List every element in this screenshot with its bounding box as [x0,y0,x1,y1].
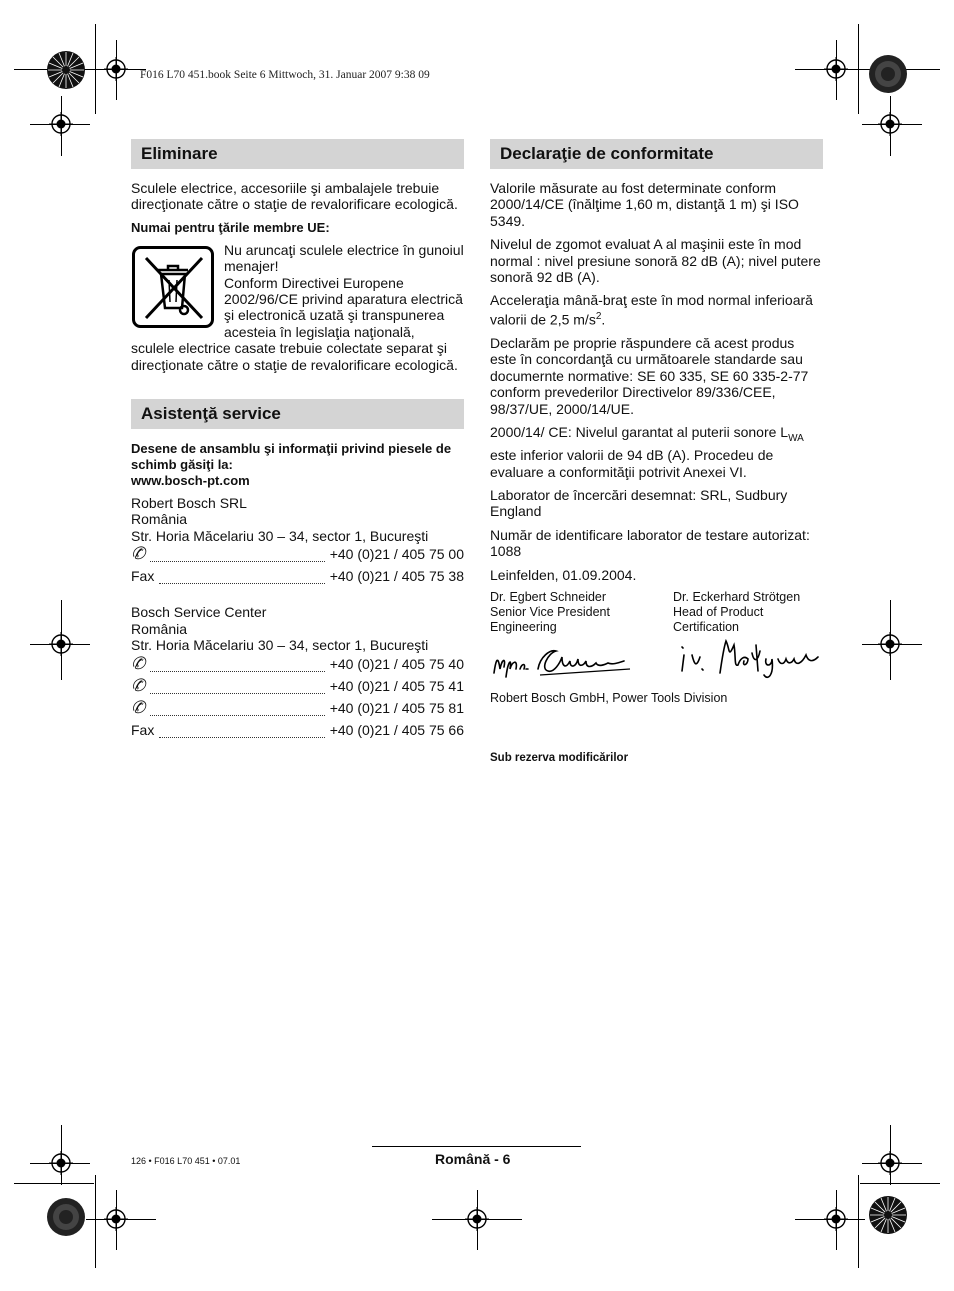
eliminare-heading: Eliminare [131,139,464,169]
signer-title: Head of Product [673,604,764,619]
weee-text-2: Conform Directivei Europene 2002/96/CE privind aparatura electrică şi electronică uzată şi transpunerea acesteia în legislaţia naţională, [224,274,463,340]
leader-dots [150,692,324,694]
phone-icon: ✆ [131,544,146,565]
declaration-heading: Declaraţie de conformitate [490,139,823,169]
company-name: Robert Bosch SRL [131,495,247,512]
registration-target-icon [49,1151,73,1175]
declaration-p6: Laborator de încercări desemnat: SRL, Sudbury England [490,486,788,520]
contact-row [131,653,464,678]
registration-target-icon [878,1151,902,1175]
superscript: 2 [595,310,602,322]
weee-text-after: sculele electrice casate trebuie colectate separat şi direcţionate către o staţie de revalorificare ecologică. [131,340,458,373]
service-intro: Desene de ansamblu şi informaţii privind piesele de schimb găsiţi la: [131,441,452,473]
weee-side-text [224,242,464,340]
declaration-p4: Declarăm pe proprie răspundere că acest produs este în concordanţă cu următoarele standarde sau documernte normative: SE 60 335, SE 60 335-2-77 conform prevederilor Directivelor 89/336/CEE, 98/37/UE, 2000/14/UE. [490,334,809,417]
leader-dots [150,670,324,672]
company-address: Str. Horia Măcelariu 30 – 34, sector 1, Bucureşti [131,637,429,654]
registration-target-icon [49,632,73,656]
right-column [490,139,823,766]
signer-title: Senior Vice President [490,604,610,619]
declaration-p3-end: . [601,311,606,328]
registration-target-icon [104,1207,128,1231]
signer-name: Dr. Egbert Schneider [490,589,607,604]
leader-dots [159,582,324,584]
footer-code: 126 • F016 L70 451 • 07.01 [131,1156,241,1166]
company-country: România [131,511,188,528]
star-target-icon [868,1195,908,1235]
contact-row [131,568,464,590]
star-target-icon [46,50,86,90]
service-block-1 [131,495,464,590]
fax-number: +40 (0)21 / 405 75 66 [329,721,464,738]
signer-2 [673,590,800,635]
contact-row [131,722,464,744]
star-target-icon [46,1197,86,1237]
service-block-2 [131,604,464,743]
registration-target-icon [465,1207,489,1231]
registration-target-icon [878,112,902,136]
declaration-p5-end: este inferior valorii de 94 dB (A). Procedeu de evaluare a conformităţii potrivit Anexei VI. [490,447,774,480]
print-header: F016 L70 451.book Seite 6 Mittwoch, 31. Januar 2007 9:38 09 [140,69,430,81]
fax-label: Fax [131,721,155,738]
company-division: Robert Bosch GmbH, Power Tools Division [490,690,728,705]
registration-target-icon [824,57,848,81]
leader-dots [150,560,324,562]
declaration-p5 [490,424,823,480]
phone-number: +40 (0)21 / 405 75 41 [329,677,464,694]
signature-image [678,635,823,683]
footer-rule [372,1146,581,1147]
page-number: Română - 6 [435,1151,511,1167]
declaration-p1: Valorile măsurate au fost determinate conform 2000/14/CE (înălţime 1,60 m, distanţă 1 m) şi ISO 5349. [490,180,799,229]
phone-icon: ✆ [131,675,146,696]
signature-image [490,639,640,683]
star-target-icon [868,54,908,94]
service-heading: Asistenţă service [131,399,464,429]
phone-icon: ✆ [131,653,146,674]
service-url[interactable]: www.bosch-pt.com [131,473,250,489]
contact-row [131,675,464,700]
company-name: Bosch Service Center [131,604,267,621]
weee-text-1: Nu aruncaţi sculele electrice în gunoiul menajer! [224,241,464,275]
registration-target-icon [104,57,128,81]
fax-number: +40 (0)21 / 405 75 38 [329,568,464,585]
declaration-p5-text: 2000/14/ CE: Nivelul garantat al puterii sonore L [490,423,789,440]
company-country: România [131,620,188,637]
reserve-note: Sub rezerva modificărilor [490,751,629,764]
contact-row [131,546,464,568]
leader-dots [159,736,324,738]
declaration-p7: Număr de identificare laborator de testare autorizat: 1088 [490,526,810,560]
phone-number: +40 (0)21 / 405 75 81 [329,699,464,716]
crossed-out-wheelie-bin-icon [132,246,214,328]
contact-row [131,697,464,722]
signer-dept: Certification [673,619,739,634]
registration-target-icon [49,112,73,136]
eliminare-intro: Sculele electrice, accesoriile şi ambalajele trebuie direcţionate către o staţie de revalorificare ecologică. [131,180,458,213]
signer-dept: Engineering [490,619,557,634]
fax-label: Fax [131,568,155,585]
declaration-p3-text: Acceleraţia mână-braţ este în mod normal inferioară valorii de 2,5 m/s [490,292,813,328]
phone-number: +40 (0)21 / 405 75 40 [329,655,464,672]
declaration-p8: Leinfelden, 01.09.2004. [490,566,637,583]
signer-1 [490,590,673,635]
leader-dots [150,714,324,716]
declaration-p2: Nivelul de zgomot evaluat A al maşinii este în mod normal : nivel presiune sonoră 82 dB (A); nivel putere sonoră 92 dB (A). [490,236,821,286]
phone-icon: ✆ [131,697,146,718]
eu-only-label: Numai pentru ţările membre UE: [131,219,330,235]
declaration-p3 [490,292,823,327]
phone-number: +40 (0)21 / 405 75 00 [329,546,464,563]
signatures [490,635,823,685]
weee-block [131,242,464,340]
left-column [131,139,464,744]
subscript: WA [788,432,804,444]
signer-name: Dr. Eckerhard Strötgen [673,589,801,604]
company-address: Str. Horia Măcelariu 30 – 34, sector 1, Bucureşti [131,527,429,544]
registration-target-icon [878,632,902,656]
registration-target-icon [824,1207,848,1231]
signers [490,590,823,635]
